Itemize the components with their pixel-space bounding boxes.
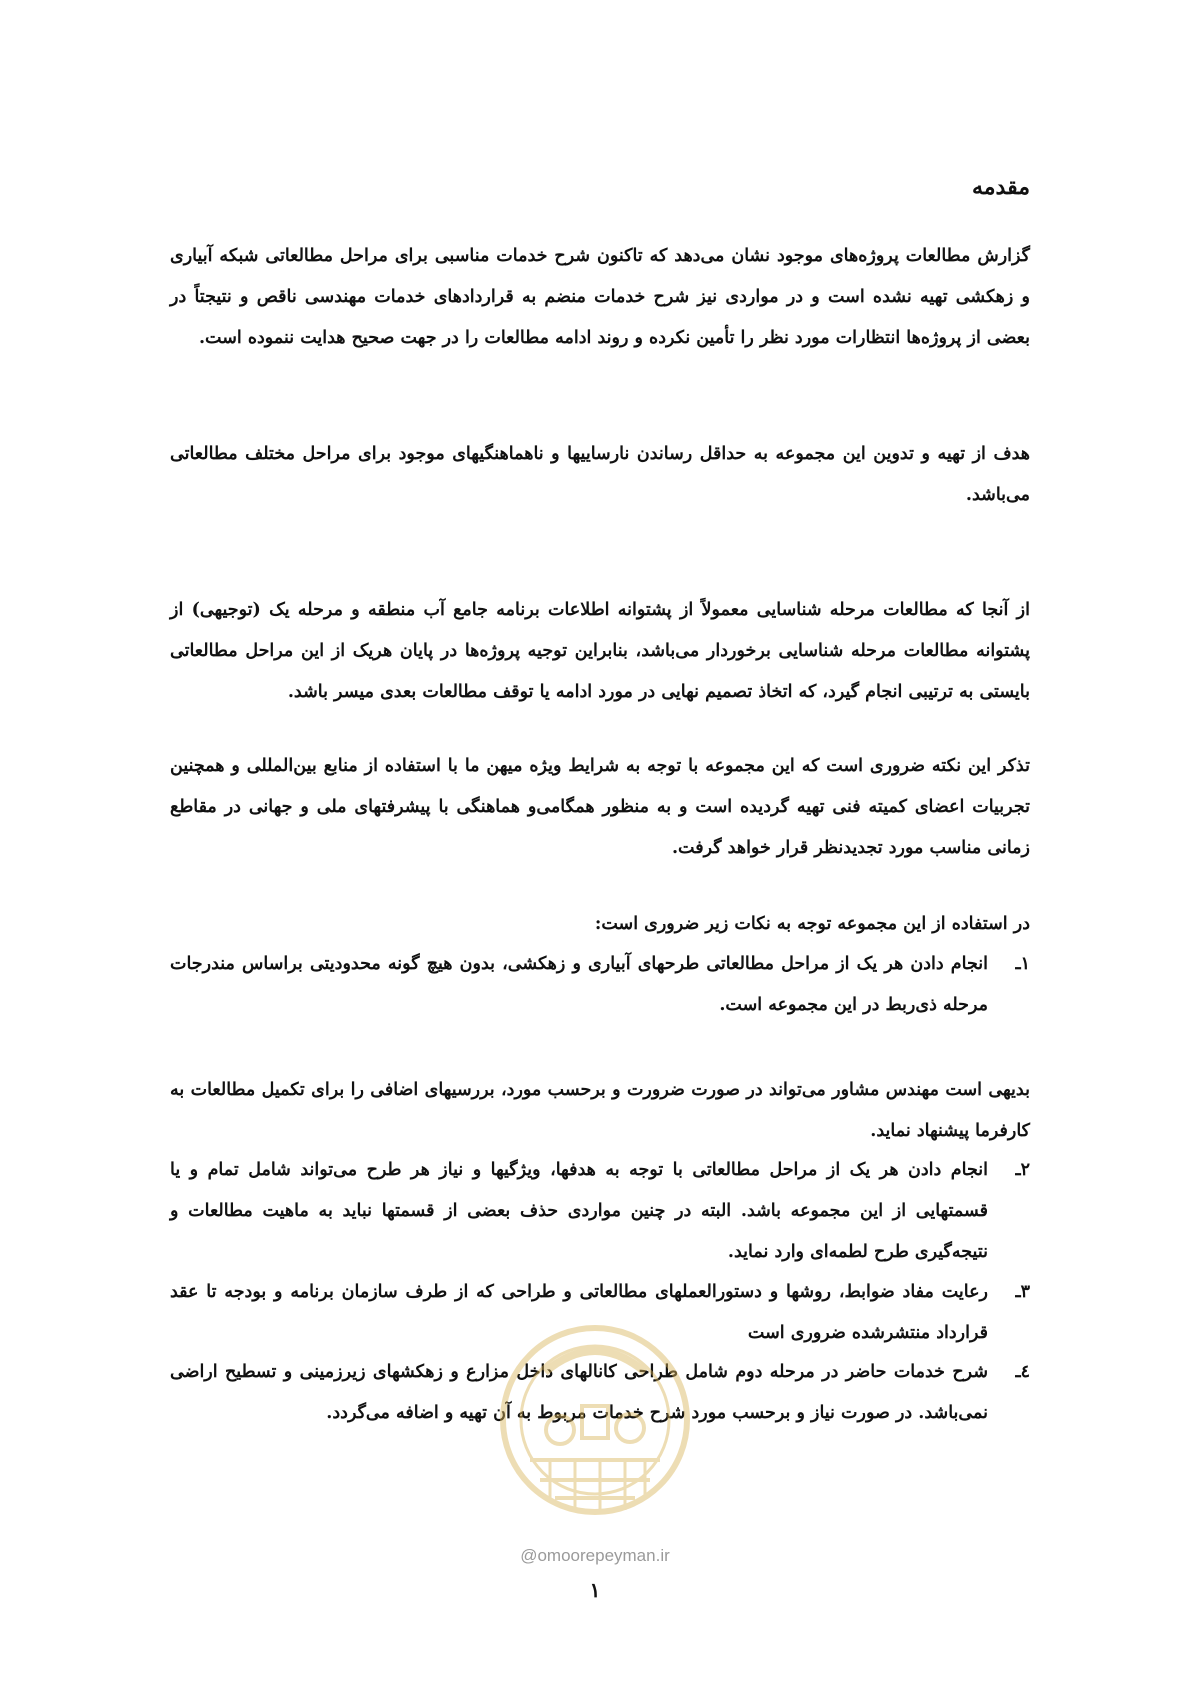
paragraph-1: گزارش مطالعات پروژه‌های موجود نشان می‌دهد که تاکنون شرح خدمات مناسبی برای مراحل مطالعاتی شبکه آبیاری و زهکشی تهیه نشده است و در مواردی نیز شرح خدمات منضم به قراردادهای خدمات مهندسی ناقص و نتیجتاً در بعضی از پروژه‌ها انتظارات مورد نظر را تأمین نکرده و روند ادامه مطالعات را در جهت صحیح هدایت ننموده است. [170,246,1030,348]
list-item [170,1150,1030,1273]
watermark-text: @omoorepeyman.ir [520,1546,670,1565]
note-paragraph: بدیهی است مهندس مشاور می‌تواند در صورت ضرورت و برحسب مورد، بررسیهای اضافی را برای تکمیل مطالعات به کارفرما پیشنهاد نماید. [170,1080,1030,1141]
paragraph-2: هدف از تهیه و تدوین این مجموعه به حداقل رساندن نارساییها و ناهماهنگیهای موجود برای مراحل مختلف مطالعاتی می‌باشد. [170,444,1030,505]
list-item-number: ۳ـ [1015,1282,1030,1302]
list-item-number: ٤ـ [1015,1362,1030,1382]
list-item-text: رعایت مفاد ضوابط، روشها و دستورالعملهای مطالعاتی و طراحی که از طرف سازمان برنامه و بودجه تا عقد قرارداد منتشرشده ضروری است [170,1282,988,1343]
paragraph-3: از آنجا که مطالعات مرحله شناسایی معمولاً از پشتوانه اطلاعات برنامه جامع آب منطقه و مرحله یک (توجیهی) از پشتوانه مطالعات مرحله شناسایی برخوردار می‌باشد، بنابراین توجیه پروژه‌ها در پایان هریک از این مراحل مطالعاتی بایستی به ترتیبی انجام گیرد، که اتخاذ تصمیم نهایی در مورد ادامه یا توقف مطالعات بعدی میسر باشد. [170,600,1030,702]
list-item-text: انجام دادن هر یک از مراحل مطالعاتی طرحهای آبیاری و زهکشی، بدون هیچ گونه محدودیتی براساس مندرجات مرحله ذی‌ربط در این مجموعه است. [170,954,988,1015]
page-heading: مقدمه [971,174,1030,200]
page-number: ۱ [589,1578,601,1602]
list-intro: در استفاده از این مجموعه توجه به نکات زیر ضروری است: [594,914,1030,934]
list-item-number: ۲ـ [1015,1160,1030,1180]
paragraph-4: تذکر این نکته ضروری است که این مجموعه با توجه به شرایط ویژه میهن ما با استفاده از منابع بین‌المللی و همچنین تجربیات اعضای کمیته فنی تهیه گردیده است و به منظور همگامی‌و هماهنگی با پیشرفتهای ملی و جهانی در مقاطع زمانی مناسب مورد تجدیدنظر قرار خواهد گرفت. [170,756,1030,858]
list-item-number: ۱ـ [1015,954,1030,974]
watermark-seal-icon [490,1310,700,1540]
list-item-text: انجام دادن هر یک از مراحل مطالعاتی با توجه به هدفها، ویژگیها و نیاز هر طرح می‌تواند شامل تمام و یا قسمتهایی از این مجموعه باشد. البته در چنین مواردی حذف بعضی از قسمتها نباید به ماهیت مطالعات و نتیجه‌گیری طرح لطمه‌ای وارد نماید. [170,1160,988,1262]
list-item [170,944,1030,1026]
list-item-text: شرح خدمات حاضر در مرحله دوم شامل طراحی کانالهای داخل مزارع و زهکشهای زیرزمینی و تسطیح اراضی نمی‌باشد. در صورت نیاز و برحسب مورد شرح خدمات مربوط به آن تهیه و اضافه می‌گردد. [170,1362,988,1423]
